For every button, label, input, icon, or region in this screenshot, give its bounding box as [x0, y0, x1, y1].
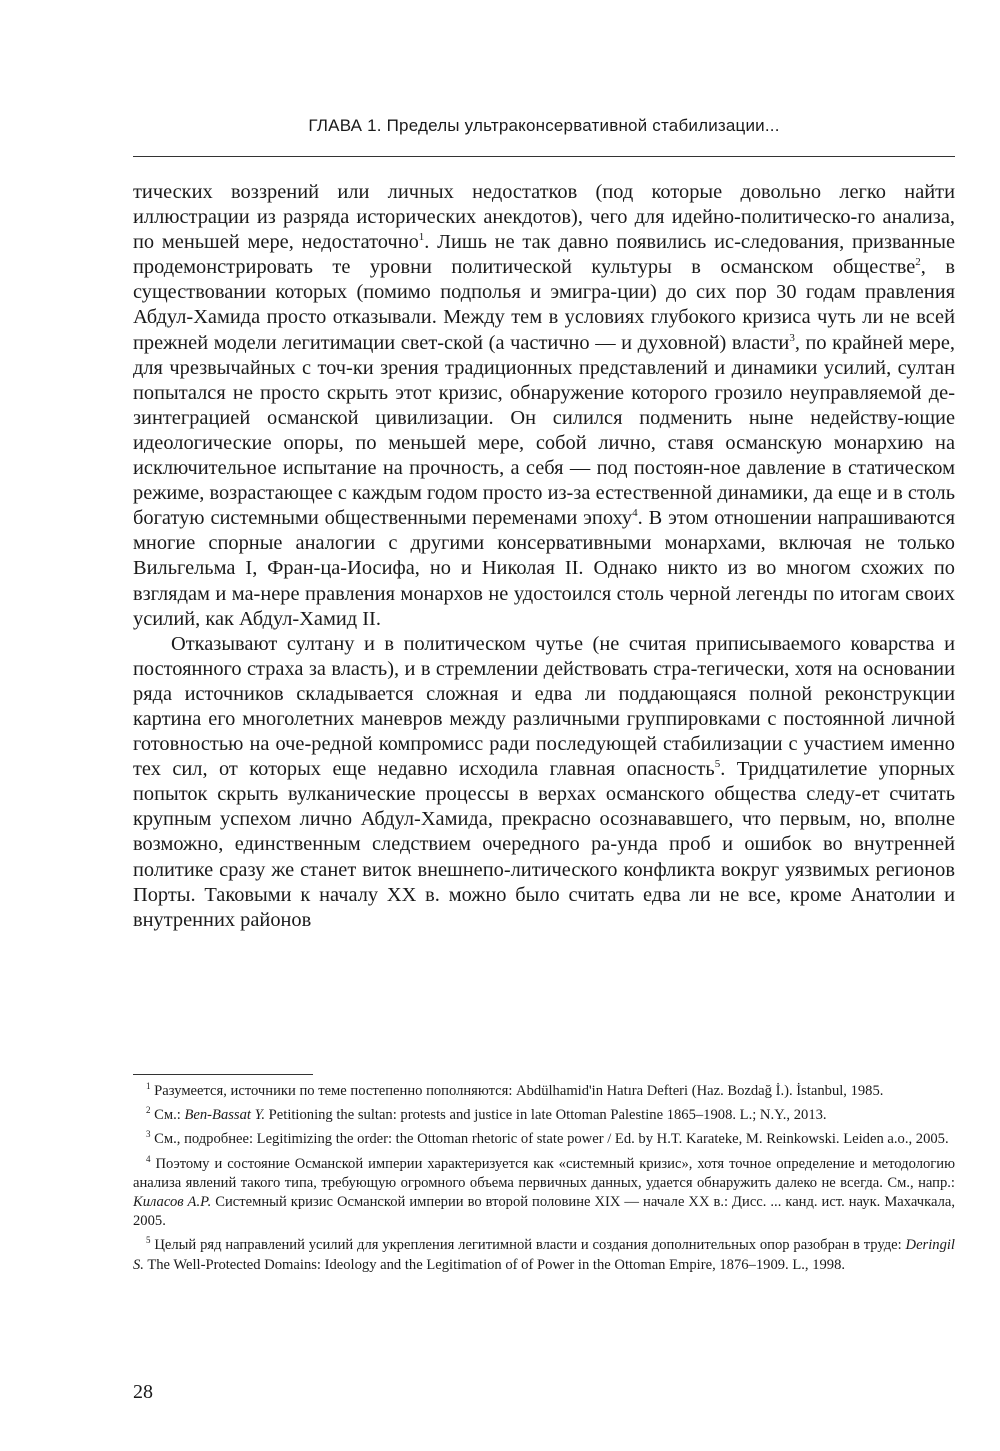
- footnote-text: См.:: [154, 1107, 185, 1124]
- footnote-rule: [133, 1074, 313, 1075]
- main-text: [133, 180, 955, 933]
- footnote-author: Киласов А.Р.: [133, 1194, 212, 1211]
- footnote-3: [133, 1130, 955, 1149]
- footnotes: [133, 1082, 955, 1280]
- footnote-5: [133, 1236, 955, 1274]
- footnote-author: Ben-Bassat Y.: [184, 1107, 266, 1124]
- text-span: тических воззрений или личных недостатков (под которые довольно легко найти иллюстрации из разряда исторических анекдотов), чего для идейно-политическо-го анализа, по меньшей мере, недостаточно: [133, 181, 955, 254]
- text-span: . Тридцатилетие упорных попыток скрыть вулканические процессы в верхах османского общества следу-ет считать крупным успехом лично Абдул-Хамида, прекрасно осознававшего, что первым, но, вполне возможно, единственным следствием очередного ра-унда проб и ошибок во внутренней политике сразу же станет виток внешнепо-литического конфликта вокруг уязвимых регионов Порты. Таковыми к началу XX в. можно было считать едва ли не все, кроме Анатолии и внутренних районов: [133, 758, 955, 931]
- text-span: Отказывают султану и в политическом чутье (не считая приписываемого коварства и постоянного страха за власть), и в стремлении действовать стра-тегически, хотя на основании ряда источников складывается сложная и едва ли поддающаяся полной реконструкции картина его многолетних маневров между различными группировками с постоянной личной готовностью на оче-редной компромисс ради последующей стабилизации с участием именно тех сил, от которых еще недавно исходила главная опасность: [133, 632, 955, 781]
- footnote-2: [133, 1106, 955, 1125]
- footnote-number: 1: [146, 1081, 151, 1091]
- footnote-text: Системный кризис Османской империи во второй половине XIX — начале XX в.: Дисс. ... канд. ист. наук. Махачкала, 2005.: [133, 1194, 955, 1230]
- footnote-text: Petitioning the sultan: protests and justice in late Ottoman Palestine 1865–1908. L.; N.Y., 2013.: [265, 1107, 827, 1124]
- footnote-text: Разумеется, источники по теме постепенно пополняются: Abdülhamid'in Hatıra Defteri (Haz. Bozdağ İ.). İstanbul, 1985.: [154, 1083, 884, 1099]
- page-number: 28: [133, 1381, 153, 1403]
- text-span: . Лишь не так давно появились ис-следования, призванные продемонстрировать те уровни политической культуры в османском обществе: [133, 231, 956, 279]
- paragraph: [133, 180, 955, 632]
- footnote-text: См., подробнее: Legitimizing the order: the Ottoman rhetoric of state power / Ed. by H.T. Karateke, M. Reinkowski. Leiden a.o., 2005.: [154, 1131, 949, 1148]
- footnote-number: 4: [146, 1153, 151, 1164]
- footnote-number: 3: [146, 1129, 151, 1140]
- footnote-ref-3[interactable]: 3: [789, 331, 795, 344]
- paragraph: [133, 632, 955, 933]
- footnote-text: Целый ряд направлений усилий для укрепления легитимной власти и создания дополнительных опор разобран в труде:: [154, 1237, 906, 1254]
- footnote-ref-4[interactable]: 4: [632, 507, 638, 520]
- text-span: . В этом отношении напрашиваются многие спорные аналогии с другими консервативными монархами, включая не только Вильгельма I, Фран-ца-Иосифа, но и Николая II. Однако никто из во многом схожих по взглядам и ма-нере правления монархов не удостоился столь черной легенды по итогам своих усилий, как Абдул-Хамид II.: [133, 507, 955, 630]
- footnote-author: Deringil S.: [133, 1237, 955, 1273]
- text-span: , в существовании которых (помимо подполья и эмигра-ции) до сих пор 30 годам правления Абдул-Хамида просто отказывали. Между тем в условиях глубокого кризиса чуть ли не всей прежней модели легитимации свет-ской (а частично — и духовной) власти: [133, 256, 955, 354]
- header-rule: [133, 156, 955, 157]
- footnote-number: 5: [146, 1235, 151, 1246]
- footnote-1: [133, 1082, 955, 1101]
- footnote-ref-2[interactable]: 2: [915, 256, 921, 269]
- footnote-number: 2: [146, 1105, 151, 1116]
- footnote-ref-5[interactable]: 5: [714, 758, 721, 771]
- footnote-ref-1[interactable]: 1: [418, 231, 425, 244]
- footnote-text: Поэтому и состояние Османской империи характеризуется как «системный кризис», хотя точное определение и методологию анализа явлений такого типа, требующую огромного объема первичных данных, удается обнаружить далеко не всегда. См., напр.:: [133, 1155, 955, 1191]
- footnote-text: The Well-Protected Domains: Ideology and the Legitimation of of Power in the Ottoman Empire, 1876–1909. L., 1998.: [143, 1256, 846, 1273]
- text-span: , по крайней мере, для чрезвычайных с точ-ки зрения традиционных представлений и динамики усилий, султан попытался не просто скрыть этот кризис, обнаружение которого грозило неуправляемой де-зинтеграцией османской цивилизации. Он силился подменить ныне недейству-ющие идеологические опоры, по меньшей мере, собой лично, ставя османскую монархию на исключительное испытание на прочность, а себя — под постоян-ное давление в статическом режиме, возрастающее с каждым годом просто из-за естественной динамики, да еще и в столь богатую системными общественными переменами эпоху: [133, 331, 955, 530]
- running-head: ГЛАВА 1. Пределы ультраконсервативной стабилизации...: [308, 116, 780, 135]
- footnote-4: [133, 1155, 955, 1232]
